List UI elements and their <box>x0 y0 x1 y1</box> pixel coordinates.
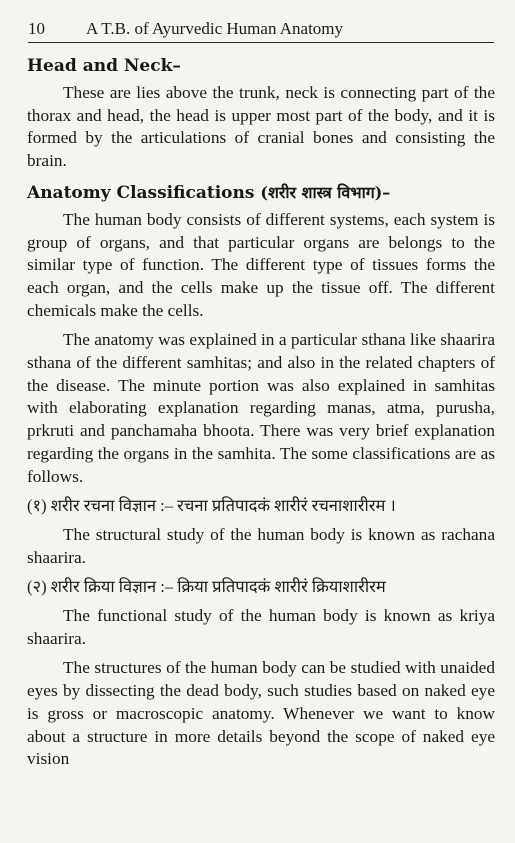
paragraph-gross-anatomy: The structures of the human body can be studied with unaided eyes by dissecting the dead body, such studies based on naked eye is gross or macroscopic anatomy. Whenever we want to know about a structure in more details beyond the scope of naked eye vision <box>27 658 495 769</box>
heading-anatomy-classifications-text: Anatomy Classifications <box>27 182 255 203</box>
paragraph-head-neck: These are lies above the trunk, neck is connecting part of the thorax and head, the head is upper most part of the body, and it is formed by the articulations of cranial bones and consisting the brain. <box>27 83 495 171</box>
paragraph-body-systems: The human body consists of different systems, each system is group of organs, and that particular organs are belongs to the similar type of function. The different type of tissues forms the each organ, and the cells make up the tissue off. The different chemicals make the cells. <box>27 209 495 320</box>
running-title: A T.B. of Ayurvedic Human Anatomy <box>86 19 344 38</box>
running-header <box>28 18 494 43</box>
sanskrit-line-rachana: (१) शरीर रचना विज्ञान :– रचना प्रतिपादकं शारीरं रचनाशारीरम । <box>27 496 396 516</box>
paragraph-rachana-shaarira: The structural study of the human body is known as rachana shaarira. <box>27 524 495 567</box>
heading-anatomy-classifications-devanagari: (शरीर शास्त्र विभाग)– <box>260 182 391 202</box>
heading-anatomy-classifications <box>27 180 495 206</box>
page-body <box>27 50 495 778</box>
heading-head-and-neck: Head and Neck– <box>27 56 181 76</box>
sanskrit-line-kriya: (२) शरीर क्रिया विज्ञान :– क्रिया प्रतिपादकं शारीरं क्रियाशारीरम <box>27 577 386 597</box>
page-number: 10 <box>28 19 45 38</box>
paragraph-kriya-shaarira: The functional study of the human body is known as kriya shaarira. <box>27 606 495 648</box>
paragraph-sthana: The anatomy was explained in a particular sthana like shaarira sthana of the different samhitas; and also in the related chapters of the disease. The minute portion was also explained in samhitas with elaborating explanation regarding manas, atma, purusha, prkruti and panchamaha bhoota. There was very brief explanation regarding the organs in the samhita. The some classifications are as follows. <box>27 330 495 486</box>
